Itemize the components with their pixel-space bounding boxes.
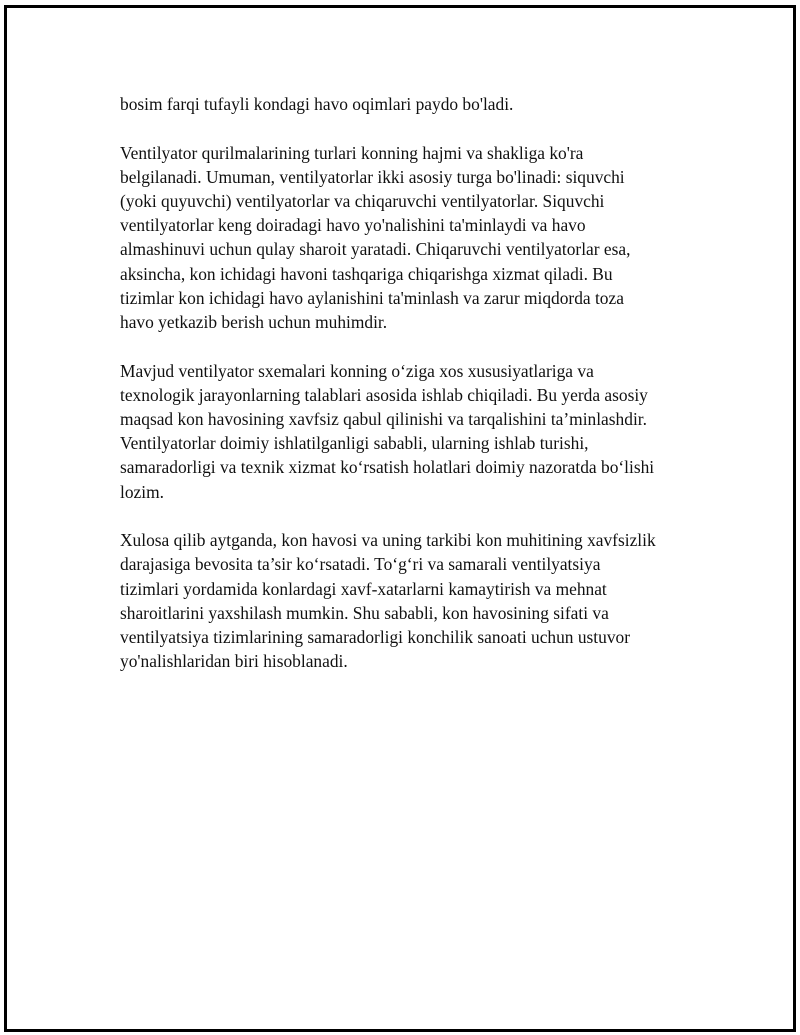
paragraph-line: bosim farqi tufayli kondagi havo oqimlari paydo bo'ladi. bbox=[120, 94, 514, 114]
paragraph-1 bbox=[120, 92, 710, 116]
paragraph-2 bbox=[120, 141, 710, 335]
paragraph-line: maqsad kon havosining xavfsiz qabul qilinishi va tarqalishini ta’minlashdir. bbox=[120, 409, 647, 430]
paragraph-line: Ventilyatorlar doimiy ishlatilganligi sababli, ularning ishlab turishi, bbox=[120, 433, 589, 454]
paragraph-line: texnologik jarayonlarning talablari asosida ishlab chiqiladi. Bu yerda asosiy bbox=[120, 384, 648, 405]
paragraph-line: ventilyatorlar keng doiradagi havo yo'nalishini ta'minlaydi va havo bbox=[120, 215, 586, 236]
paragraph-line: havo yetkazib berish uchun muhimdir. bbox=[120, 312, 388, 333]
paragraph-4 bbox=[120, 528, 710, 673]
paragraph-line: samaradorligi va texnik xizmat ko‘rsatish holatlari doimiy nazoratda bo‘lishi bbox=[120, 457, 655, 478]
paragraph-line: (yoki quyuvchi) ventilyatorlar va chiqaruvchi ventilyatorlar. Siquvchi bbox=[120, 191, 605, 211]
paragraph-line: Ventilyator qurilmalarining turlari konning hajmi va shakliga ko'ra bbox=[120, 142, 584, 163]
paragraph-line: darajasiga bevosita ta’sir ko‘rsatadi. To‘g‘ri va samarali ventilyatsiya bbox=[120, 554, 601, 575]
document-body bbox=[120, 92, 710, 698]
paragraph-line: tizimlar kon ichidagi havo aylanishini ta'minlash va zarur miqdorda toza bbox=[120, 287, 624, 308]
paragraph-line: lozim. bbox=[120, 481, 164, 502]
paragraph-line: sharoitlarini yaxshilash mumkin. Shu sababli, kon havosining sifati va bbox=[120, 602, 609, 623]
paragraph-line: Xulosa qilib aytganda, kon havosi va uning tarkibi kon muhitining xavfsizlik bbox=[120, 530, 656, 551]
paragraph-line: almashinuvi uchun qulay sharoit yaratadi. Chiqaruvchi ventilyatorlar esa, bbox=[120, 239, 631, 260]
document-page bbox=[4, 5, 796, 1032]
paragraph-line: aksincha, kon ichidagi havoni tashqariga chiqarishga xizmat qiladi. Bu bbox=[120, 263, 613, 284]
paragraph-line: yo'nalishlaridan biri hisoblanadi. bbox=[120, 651, 348, 672]
paragraph-line: ventilyatsiya tizimlarining samaradorligi konchilik sanoati uchun ustuvor bbox=[120, 627, 631, 648]
paragraph-line: belgilanadi. Umuman, ventilyatorlar ikki asosiy turga bo'linadi: siquvchi bbox=[120, 166, 625, 187]
paragraph-3 bbox=[120, 359, 710, 504]
paragraph-line: tizimlari yordamida konlardagi xavf-xatarlarni kamaytirish va mehnat bbox=[120, 578, 607, 599]
paragraph-line: Mavjud ventilyator sxemalari konning o‘ziga xos xususiyatlariga va bbox=[120, 360, 594, 381]
